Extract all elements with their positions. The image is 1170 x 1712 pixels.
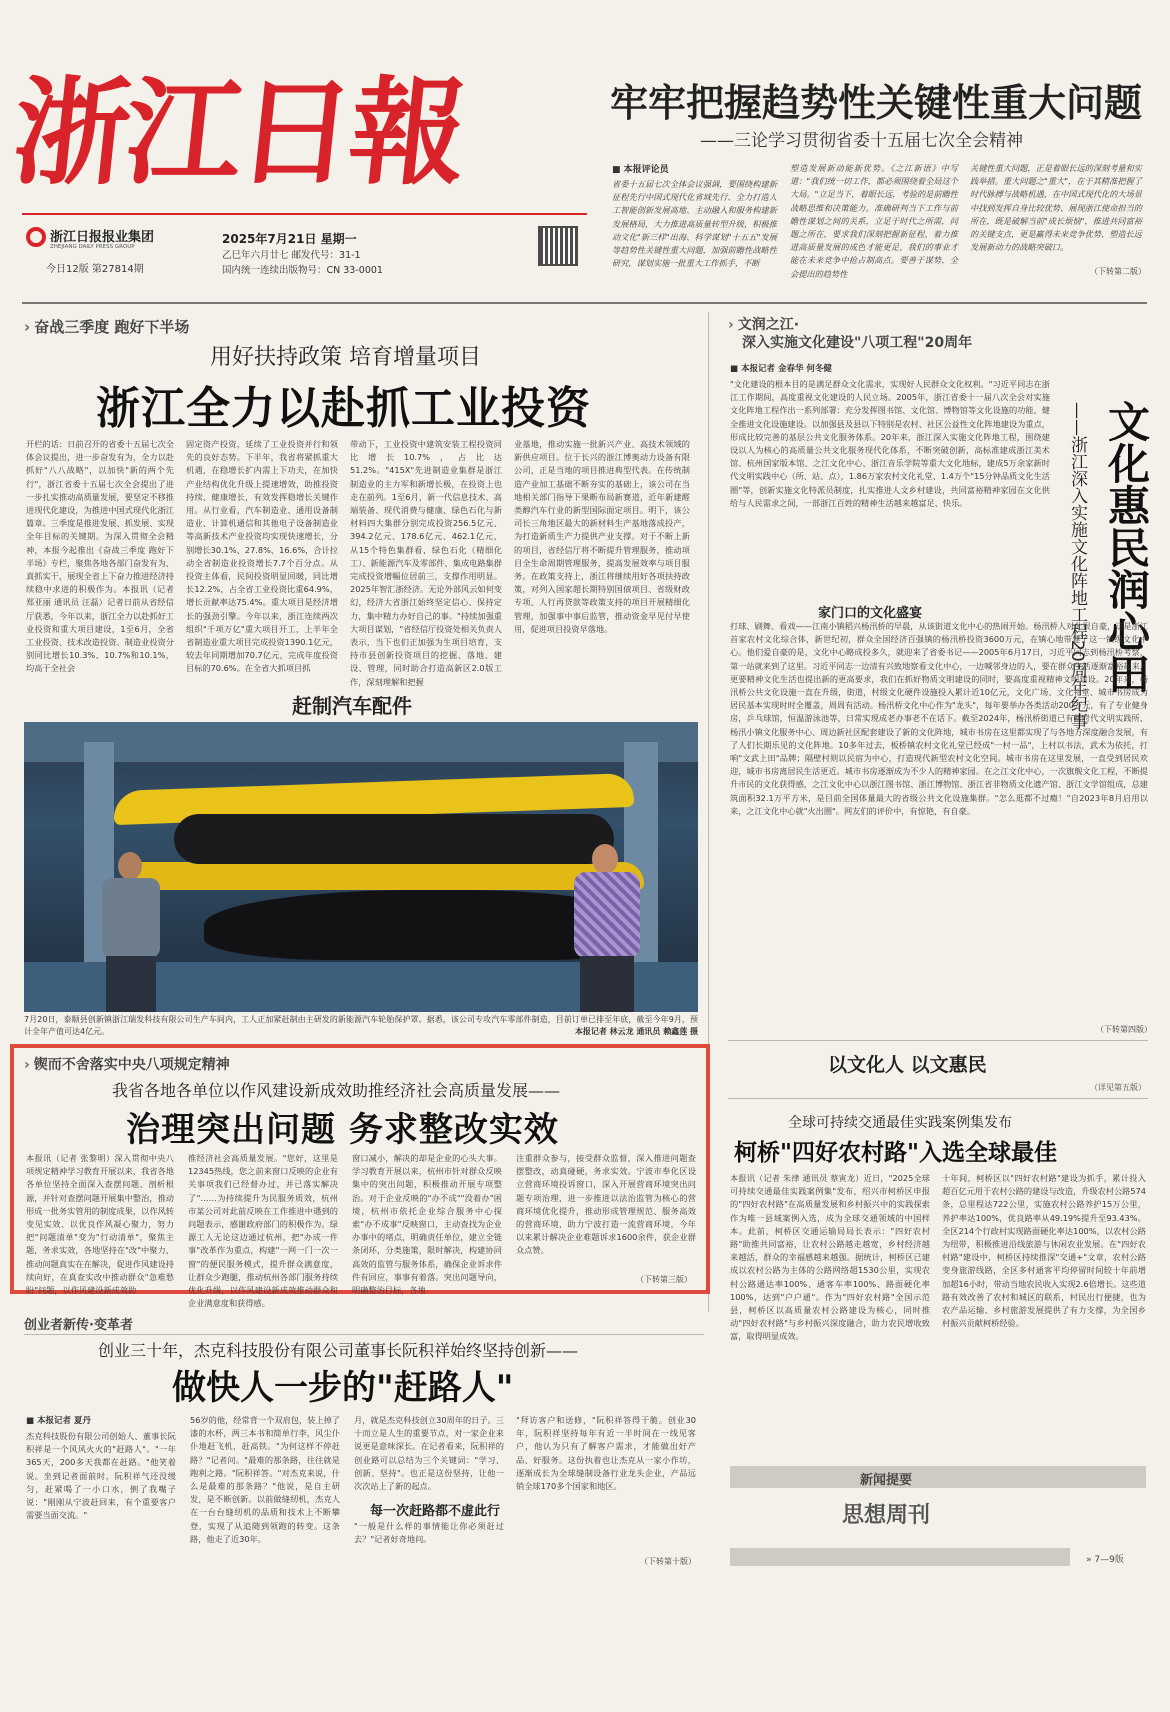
photo-caption: [24, 1014, 698, 1044]
top-byline: ■ 本报评论员: [612, 165, 669, 175]
worker-right: [564, 844, 654, 1012]
issue-info: 今日12版 第27814期: [46, 264, 144, 275]
entrepreneur-continued: （下转第十版）: [640, 1557, 696, 1566]
bottom-strip: [730, 1548, 1070, 1566]
top-col-1: 省委十五届七次全体会议强调，要围绕构建新征程先行中国式现代化省域先行、全力打造人工智能创新发展高地、主动融入和服务构建新发展格局，大力推进高质量转型升级，积极推动文化"新三样"出海、科学谋划"十五五"发展等趋势性关键性重大问题，加强前瞻性战略性研究，谋划实施一批重大工作抓手，不断: [612, 179, 777, 269]
machine-frame: [24, 722, 698, 762]
culture-title: 文化惠民润心田: [1102, 400, 1151, 694]
top-col-2: 塑造发展新动能新优势。《之江新语》中写道："我们统一切工作，都必须围绕着全局这个大局。"立足当下，着眼长远，考验的是前瞻性战略思维和决策能力。准确研判当下工作与前瞻性谋划之间的关系，立足于时代之所需，问题之所在，要求我们深刻把握新征程，着力推进高质量发展的成色才能更足，我们的事业才能在未来竞争中抢占制高点。要善于谋势，全会提出的趋势性: [790, 163, 958, 279]
rural-col-1: 本报讯（记者 朱律 通讯员 蔡寅龙）近日，"2025全球可持续交通最佳实践案例集"发布，绍兴市柯桥区申报的"四好农村路"在高质量发展和乡村振兴中的实践探索作为唯一县域案例入选，成为全球交通领域的中国样本。此前，柯桥区交通运输局局长表示："四好农村路"助推共同富裕，让农村公路越走越宽，乡村经济越来越活，群众的幸福感越来越强。据统计，柯桥区已建成以农村公路为主体的公路网络超1530公里，实现农村公路通达率100%、通客车率100%、路面硬化率100%，达到"户户通"。作为"四好农村路"全国示范县，柯桥区以高质量农村公路建设为核心，同时推动"四好农村路"与乡村振兴深度融合，助力农民增收致富，取得明显成效。: [730, 1173, 930, 1342]
industrial-col-4: 业基地，推动实施一批新兴产业、高技术领域的新供应项目。位于长兴的浙江博奥动力设备有限公司，正是当地的项目推进典型代表。在传统制造产业加工基础不断夯实的基础上，该公司在当地相关部门指导下果断布局新赛道，近年新建醛类醇汽车行业的新型国际面定项目。明下，该公司长三角地区最大的新材料生产基地落成投产，为打造新质生产力提供产业支撑。对于不断上新的项目，省经信厅将不断提升管理服务，推动项目全生命周期管理服务，提高发展效率与项目服务。在政策支持上，浙江将继续用好各项扶持政策，对列入国家超长期特别国债项目、省级财政专项、人行再贷款等政策支持的项目开展精细化管理，加强事中事后监管，推动资金早见付早使用，促进项目投资早落地。: [514, 439, 690, 634]
photo-headline: 赶制汽车配件: [292, 694, 412, 718]
culture-continued: （下转第四版）: [1096, 1025, 1152, 1034]
masthead-logo: 浙江日報: [6, 65, 470, 201]
masthead-date: 2025年7月21日 星期一: [222, 232, 357, 246]
governance-col-2: 推经济社会高质量发展。"您好，这里是12345热线，您之前来窗口反映的企业有关事项我们已经督办过，并已落实解决了"……为持续提升为民服务质效，杭州市某公司对此前反映在工作推进中遇到的问题表示，感谢政府部门的积极作为。绿源工人无论这边通过杭州，把"办成一件事"改革作为重点，构建"一网一门一次一窗"的便民服务模式，提升群众满意度，让群众少跑腿，推动杭州各部门服务持续优化升级，以作风建设新成效推动群众和企业满意度和获得感。: [188, 1153, 338, 1309]
entrepreneur-section-line: [24, 1334, 704, 1335]
culture-byline: ■ 本报记者 金春华 何冬健: [730, 364, 832, 374]
top-col-3: 关键性重大问题，正是着眼长远的深刻考量和实践举措。重大问题之"重大"，在于其精准把握了时代脉搏与战略机遇，在中国式现代化的大场景中找到发挥自身比较优势、展现浙江使命担当的所在，既是破解当前"成长烦恼"，推进共同富裕的关键支点，更是赢得未来竞争优势、塑造长远发展新动力的战略突破口。: [970, 163, 1142, 253]
governance-pre-title: 我省各地各单位以作风建设新成效助推经济社会高质量发展——: [112, 1081, 561, 1100]
industrial-col-2: 固定资产投资，延续了工业投资并行和领先的良好态势。下半年，我省将紧抓重大机遇，在稳增长扩内需上下功夫，在加快产业结构优化升级上提速增效，助推投资持续、健康增长，有效发挥稳增长关键作用。从行业看，汽车制造业、通用设备制造业、计算机通信和其他电子设备制造业等高新技术产业投资均实现快速增长，分别增长30.1%、27.8%、16.6%，合计拉动全省制造业投资增长7.7个百分点。从投资主体看，民间投资明显回暖，同比增长12.2%，占全省工业投资比重64.9%，增长贡献率达75.4%。重大项目是经济增长的强劲引擎。今年以来，浙江连续两次组织"千项万亿"重大项目开工，上半年全省制造业重大项目完成投资1390.1亿元，较去年同期增加70.7亿元，完成年度投资目标的70.6%。在全省大抓项目抓: [186, 439, 338, 674]
culture-section-1: 文润之江·: [737, 317, 800, 333]
rubber-mold: [174, 814, 614, 864]
entrepreneur-sub-head: 每一次赶路都不虚此行: [370, 1504, 501, 1519]
worker-left: [94, 852, 174, 1012]
industrial-col-1: 开栏的话：日前召开的省委十五届七次全体会议提出，进一步奋发有为，全力以赴抓好"八八战略"，以加快"新的两个先行"，浙江省委十五届七次全会提出了进一步扎实推动高质量发展，要坚定不移推进现代化建设，为推进中国式现代化浙江篇章。三季度是推进发展、抓发展、实现全年目标的关键期。为深入贯彻全会精神，本报今起推出《奋战三季度 跑好下半场》专栏，聚焦各地各部门奋发有为、真抓实干，展现全省上下奋力推进经济持续稳中求进的积极作为。本报讯（记者 郑亚丽 通讯员 汪磊）记者日前从省经信厅获悉，今年以来，浙江全力以赴抓好工业投资和重大项目建设，1至6月，全省工业投资、技术改造投资、制造业投资分别同比增长10.3%、10.7%和10.1%，均高于全社会: [26, 439, 174, 674]
masthead-cn: 国内统一连续出版物号：CN 33-0001: [222, 265, 383, 276]
governance-section: [24, 1054, 230, 1074]
governance-col-3: 窗口减小，解决的却是企业的心头大事。学习教育开展以来，杭州市针对群众反映集中的突出问题，积极推动开展专项整治。对于企业反映的"办不成""没着办"困境，杭州市依托企业综合服务中心探索"办不成事"反映窗口，主动查找为企业办事中的堵点，明确责任单位，建立全链条闭环，分类施策，限时解决，构建协同高效的监管与服务体系，确保企业诉求件件有回应，事事有着落。突出问题导向，明确整治目标，各地: [352, 1153, 502, 1296]
weekly-pages-label: 7—9版: [1094, 1555, 1124, 1565]
governance-col-4: 注重群众参与，接受群众监督，深入推进问题查摆整改，动真碰硬，务求实效。宁波市奉化区设立营商环境投诉窗口，深入开展营商环境突出问题专项治理，进一步推进以法治监管为核心的营商环境优化提升，推动形成管理规范、服务高效的营商环境，助力宁波打造一流营商环境，今年以来累计解决企业难题诉求1600余件，获企业群众点赞。: [516, 1153, 696, 1256]
industrial-section-label: 奋战三季度 跑好下半场: [34, 318, 190, 336]
entrepreneur-pre-title: 创业三十年，杰克科技股份有限公司董事长阮积祥始终坚持创新——: [98, 1341, 579, 1360]
entrepreneur-section: 创业者新传·变革者: [24, 1318, 133, 1333]
group-name-en: ZHEJIANG DAILY PRESS GROUP: [50, 244, 135, 250]
weekly-pages: [1086, 1552, 1124, 1565]
culture-vertical-subtitle: ——浙江深入实施文化阵地工程20周年纪事: [1067, 402, 1087, 730]
photo-caption-text: 7月20日，泰顺县创新镇浙江瑞发科技有限公司生产车间内，工人正加紧赶制由主研发的新能源汽车轮胎保护罩。据悉，该公司专攻汽车零部件制造，目前订单已排至年底，截至今年9月，预计全年产值可达4亿元。: [24, 1015, 698, 1036]
chevron-right-icon: ›: [24, 1057, 30, 1073]
group-logo-icon: [26, 227, 46, 247]
news-digest-label: 新闻提要: [860, 1473, 913, 1488]
industrial-title: 浙江全力以赴抓工业投资: [96, 383, 591, 434]
entrepreneur-sub-body: "一般是什么样的事情能让你必须赶过去？"记者好奇地问。: [354, 1521, 504, 1545]
chevron-right-icon: ›: [728, 317, 734, 333]
rural-title: 柯桥"四好农村路"入选全球最佳: [734, 1139, 1057, 1166]
entrepreneur-title: 做快人一步的"赶路人": [172, 1368, 514, 1408]
culture-banner-note: （详见第五版）: [1090, 1083, 1146, 1092]
group-logo: [26, 224, 176, 258]
culture-banner-title: 以文化人 以文惠民: [828, 1054, 987, 1076]
governance-continued: （下转第三版）: [636, 1275, 692, 1284]
culture-section: [728, 316, 972, 352]
entrepreneur-byline: ■ 本报记者 夏丹: [26, 1416, 91, 1426]
industrial-section: [24, 316, 189, 337]
top-headline-subtitle: ——三论学习贯彻省委十五届七次全会精神: [700, 131, 1023, 151]
governance-title: 治理突出问题 务求整改实效: [126, 1110, 559, 1150]
double-chevron-icon: »: [1086, 1555, 1092, 1565]
governance-col-1: 本报讯（记者 张黎明）深入贯彻中央八项规定精神学习教育开展以来，我省各地各单位坚持全面深入查摆问题、剖析根源，并针对查摆问题开展集中整治，推动形成一批务实管用的制度成果，以作风转变见实效、以优良作风凝心聚力，努力把"问题清单"变为"行动清单"，聚焦主题，务求实效，各地坚持在"改"中聚力，推动问题真实在在解决，促进作风建设持续向好，在真查实改中推动群众"急难愁盼"问题，以作风建设新成效助: [26, 1153, 174, 1296]
industrial-pre-title: 用好扶持政策 培育增量项目: [210, 345, 481, 370]
industrial-col-3: 带动下，工业投资中建筑安装工程投资同比增长10.7%，占比达51.2%。"415X"先进制造业集群是浙江制造业的主力军和新增长极，在投资上也走在前列。1至6月，新一代信息技术、高端装备、现代消费与健康、绿色石化与新材料四大集群分别完成投资256.5亿元、394.2亿元、178.6亿元、462.1亿元，从15个特色集群看，绿色石化（精细化工）、新能源汽车及零部件、集成电路集群完成投资增幅位居前三，支撑作用明显。2025年智汇浙经济。无论外部风云如何变幻，经济大省浙江始终坚定信心、保持定力，集中精力办好自己的事。"持续加强重大项目谋划，"省经信厅投资处相关负责人表示，当下也们正加强为生项目培育，支持市县创新投资项目的挖掘、落地、建设、管理，同时助合打造高新区2.0版工作，深刻理解和把握: [350, 439, 502, 687]
governance-section-label: 锲而不舍落实中央八项规定精神: [33, 1057, 230, 1073]
culture-body-top: "文化建设的根本目的是满足群众文化需求，实现好人民群众文化权利。"习近平同志在浙江工作期间，高度重视文化建设的人民立场。2005年，浙江省委十一届八次全会对实施文化阵地工程作出一系列部署：充分发挥图书馆、文化馆、博物馆等文化设施的功能，健全推进文化设施建设。以加强县及县以下特别是农村、社区公益性文化阵地建设为重点，形成比较完善的基层公共文化服务体系。20年来，浙江深入实施文化阵地工程，围绕建设以人为核心的高质量公共文化服务现代化体系，不断突破创新，高标准建成浙江美术馆、杭州国家版本馆、之江文化中心、浙江音乐学院等重大文化地标，建成5万余家新时代文明实践中心（所、站、点），1.86万家农村文化礼堂、1.4万个"15分钟品质文化生活圈"等，创新实施文化特派员制度，扎实推进人文乡村建设，共同富裕精神家园在文化供给与人民需求之间，一部浙江百姓的精神生活越来越富足、快乐。: [730, 379, 1050, 508]
entrepreneur-col-3: 月，就是杰克科技创立30周年的日子。三十而立是人生的重要节点，对一家企业来说更是意味深长。在记者看来，阮积祥的创业路可以总结为三个关键词："学习、创新、坚持"。也正是这份坚持，让他一次次站上了新的起点。: [354, 1415, 504, 1492]
photo-credit: 本报记者 林云龙 通讯员 赖鑫莲 摄: [574, 1027, 698, 1036]
entrepreneur-col-1: 杰克科技股份有限公司创始人、董事长阮积祥是一个风风火火的"赶路人"。"一年365天，200多天我都在赶路。"他笑着说。坐到记者面前时，阮积祥气还没缓匀，赶紧喝了一小口水，倒了我嘴子说："刚刚从宁波赶回来，有个重要客户需要当面交流。": [26, 1431, 176, 1521]
masthead-divider: [22, 213, 587, 215]
culture-banner-top-line: [728, 1040, 1148, 1041]
culture-section-2: 深入实施文化建设"八项工程"20周年: [742, 335, 973, 351]
masthead-lunar: 乙巳年六月廿七 邮发代号：31-1: [222, 250, 361, 261]
chevron-right-icon: ›: [24, 318, 31, 336]
qr-code: [538, 226, 578, 266]
rural-pre-title: 全球可持续交通最佳实践案例集发布: [788, 1115, 1012, 1131]
culture-sub-head: 家门口的文化盛宴: [818, 606, 923, 621]
news-digest-strip: [730, 1466, 1146, 1488]
entrepreneur-col-2: 56岁的他，经常背一个双肩包，装上掉了漆的水杯，两三本书和简单行李，风尘仆仆地赶飞机，赶高铁。"为何这样不停赶路？"记者问。"最难的那条路，往往就是跑利之路。"阮积祥答。"对杰克来说，什么是最难的那条路？"他说，是自主研发，是不断创新。以前做缝纫机，杰克人在一台台缝纫机的品质和技术上不断攀登，实现了从追随到领跑的转变。这条路，他走了近30年。: [190, 1415, 340, 1544]
factory-photo: [24, 722, 698, 1012]
top-continued: （下转第二版）: [1090, 267, 1146, 276]
culture-banner-bottom-line: [728, 1098, 1148, 1099]
top-headline: 牢牢把握趋势性关键性重大问题: [610, 80, 1143, 125]
weekly-title: 思想周刊: [842, 1502, 931, 1528]
rural-col-2: 十年间，柯桥区以"四好农村路"建设为抓手，累计投入超百亿元用于农村公路的建设与改造，升级农村公路574条，总里程达722公里，实施农村公路养护15万公里，养护率达100%，优良路率从49.19%提升至93.43%。全区214个行政村实现路面硬化率达100%，以农村公路为纽带，积极推进沿线旅游与休闲农业发展。在"四好农村路"建设中，柯桥区持续推深"交通+"文章，农村公路变身旅游线路，全区多村通客平均停留时间较十年前增加超16小时，带动当地农民收入实现2.6倍增长。这些道路有效改善了农村和城区的联系，村民出行便捷，也为农产品运输、乡村旅游发展提供了有力支撑，为全国乡村振兴贡献柯桥经验。: [942, 1173, 1146, 1329]
group-name: 浙江日报报业集团: [50, 230, 155, 245]
culture-body-bottom: 打球、刷舞、看戏——江南小镇稻兴杨汛桥的早晨，从该街道文化中心的热闹开始。杨汛桥人对此很自豪，这是浙江首家农村文化综合体，新世纪初，群众全国经济百强镇的杨汛桥投资3600万元，在镇心地带建了这一镇级文化中心。他们爱自豪的是，文化中心略成投多久，就迎来了省委书记——2005年6月17日，习近平同志到杨汛桥考察，第一站就来到了这里。习近平同志一边清有兴致地察看文化中心，一边喊邻身边的人，要在群众生活逐渐富裕起来，更要精神文化生活也提出新的更高要求，我们在抓好物质文明建设的同时，要高度重视精神文明建设。20年来，杨汛桥公共文化设施一直在升级，街道，村级文化硬件设施投入累计近10亿元，文化广场、文化礼堂、城市书房成为居民基本实现时时全覆盖，周周有活动。杨汛桥文化中心作为"龙头"，每年要举办各类活动200万元，有了专业健身房，乒乓球馆，恒温游泳池等，日常实现成老办事老不在话下。截至2024年，杨汛桥街道已有新时代文明实践所、杨汛小镇文化服务中心、周边新社区配套建设了新的文化阵地，城市书房在这里都实现了与各地方深度融合发展，有了人们长期乐见的文化阵地。10多年过去，板桥镇农村文化礼堂已经成"一村一品"，上村以书法，武术为依托，打响"文武上田"品牌；隔壁村则以民宿为中心，打造现代新型农村文化空间。城市书房在这里发展，一直受到居民欢迎，城市书房离居民生活更近。城市书房逐渐成为不少人的精神家园。在之江文化中心，一次旗舰文化工程，不断提升市民的文化获得感，之江文化中心以浙江图书馆、浙江博物馆、浙江省非物质文化遗产馆、浙江文学馆组成，总建筑面积32.1万平方米，是目前全国体量最大的省级公共文化设施集群。"怎么逛都不过瘾！"自2023年8月启用以来，之江文化中心就"火出圈"。网友们的评价中，有惊艳，有自豪。: [730, 621, 1148, 816]
entrepreneur-col-4: "拜访客户和送修，"阮积祥答得干脆。创业30年，阮积祥坚持每年有近一半时间在一线见客户，他认为只有了解客户需求，才能做出好产品、好服务。这份执着也让杰克从一家小作坊，逐渐成长为全球缝制设备行业龙头企业，产品远销全球170多个国家和地区。: [516, 1415, 696, 1492]
top-divider: [22, 302, 1147, 304]
